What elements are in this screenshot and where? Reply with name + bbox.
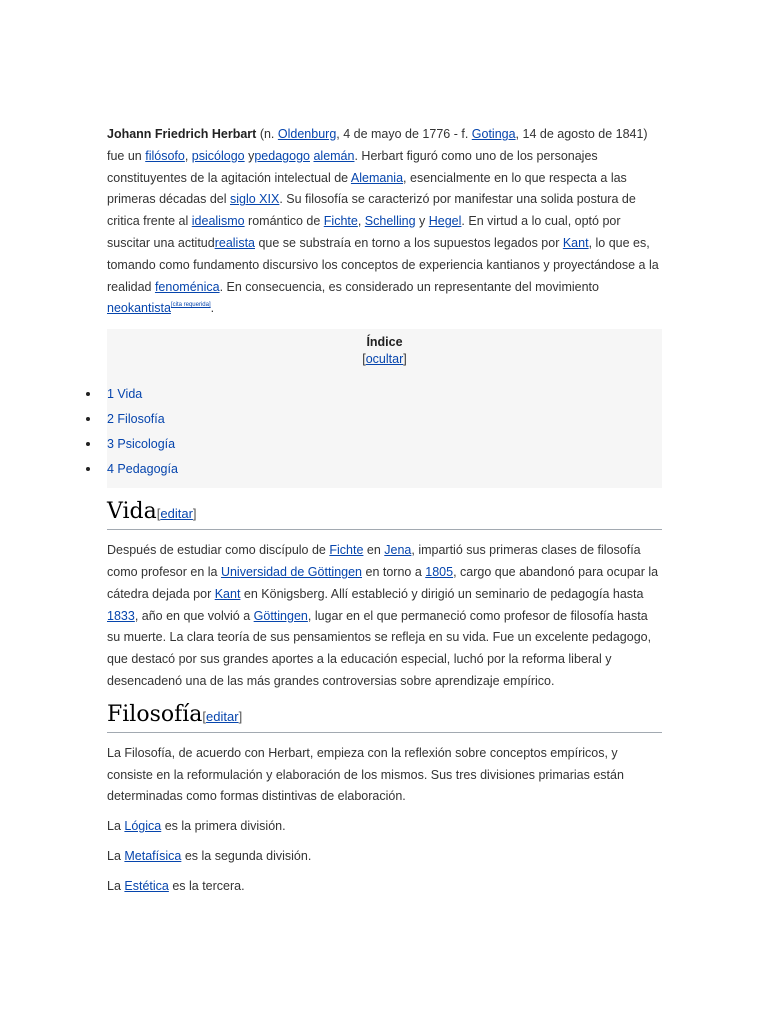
edit-link-filosofia[interactable]: editar xyxy=(206,708,239,724)
link-realista[interactable]: realista xyxy=(214,235,255,250)
logica-line: La Lógica es la primera división. xyxy=(107,819,286,834)
toc-item xyxy=(107,436,662,461)
link-siglo-xix[interactable]: siglo XIX xyxy=(229,192,280,207)
link-psicologo[interactable]: psicólogo xyxy=(191,148,245,163)
bullet-icon xyxy=(86,392,90,396)
link-logica[interactable]: Lógica xyxy=(124,819,162,834)
edit-link-vida[interactable]: editar xyxy=(160,506,193,522)
toc-toggle: [ocultar] xyxy=(362,352,407,367)
link-schelling[interactable]: Schelling xyxy=(364,214,416,229)
link-fichte-vida[interactable]: Fichte xyxy=(329,543,364,558)
link-kant-vida[interactable]: Kant xyxy=(214,586,241,601)
link-pedagogo[interactable]: pedagogo xyxy=(254,148,310,163)
toc-link-psicologia[interactable]: 3 Psicología xyxy=(107,437,176,452)
bullet-icon xyxy=(86,417,90,421)
toc-list xyxy=(107,371,662,488)
estetica-line: La Estética es la tercera. xyxy=(107,878,245,893)
toc-hide-link[interactable]: ocultar xyxy=(365,352,404,367)
toc-link-vida[interactable]: 1 Vida xyxy=(107,387,143,402)
link-universidad-gottingen[interactable]: Universidad de Göttingen xyxy=(220,564,363,579)
table-of-contents xyxy=(107,329,662,488)
link-metafisica[interactable]: Metafísica xyxy=(124,848,182,863)
toc-item xyxy=(107,461,662,486)
intro-paragraph: Johann Friedrich Herbart (n. Oldenburg, 4 de mayo de 1776 - f. Gotinga, 14 de agosto de 1841) fue un filósofo, psicólogo ypedagogo alemán. Herbart figuró como uno de los personajes constituyentes de la agitación intelectual de Alemania, esencialmente en lo que respecta a las primeras décadas del siglo XIX. Su filosofía se caracterizó por manifestar una solida postura de critica frente al idealismo romántico de Fichte, Schelling y Hegel. En virtud a lo cual, optó por suscitar una actitudrealista que se substraía en torno a los supuestos legados por Kant, lo que es, tomando como fundamento discursivo los conceptos de experiencia kantianos y proyectándose a la realidad fenoménica. En consecuencia, es considerado un representante del movimiento neokantista[cita requerida]. xyxy=(107,127,659,316)
toc-item xyxy=(107,411,662,436)
article-content xyxy=(107,124,662,898)
link-fichte[interactable]: Fichte xyxy=(323,214,358,229)
vida-paragraph: Después de estudiar como discípulo de Fichte en Jena, impartió sus primeras clases de filosofía como profesor en la Universidad de Göttingen en torno a 1805, cargo que abandonó para ocupar la cátedra dejada por Kant en Königsberg. Allí estableció y dirigió un seminario de pedagogía hasta 1833, año en que volvió a Göttingen, lugar en el que permaneció como profesor de filosofía hasta su muerte. La clara teoría de sus pensamientos se refleja en su vida. Fue un excelente pedagogo, que destacó por sus grandes aportes a la educación especial, luchó por la reforma liberal y desencadenó una de las más grandes controversias sobre aprendizaje empírico. xyxy=(107,543,659,688)
toc-header xyxy=(107,329,662,371)
section-heading-vida: Vida[editar] xyxy=(107,498,662,530)
link-fenomenica[interactable]: fenoménica xyxy=(154,279,220,294)
edit-section: [editar] xyxy=(202,708,243,724)
toc-item xyxy=(107,386,662,411)
bullet-icon xyxy=(86,467,90,471)
link-neokantista[interactable]: neokantista xyxy=(107,301,171,316)
subject-name: Johann Friedrich Herbart xyxy=(107,127,257,141)
link-hegel[interactable]: Hegel xyxy=(428,214,462,229)
section-vida xyxy=(107,540,662,693)
link-gottingen[interactable]: Göttingen xyxy=(253,608,308,623)
section-filosofia xyxy=(107,743,662,898)
link-jena[interactable]: Jena xyxy=(384,543,412,558)
link-oldenburg[interactable]: Oldenburg xyxy=(277,127,337,141)
link-gotinga[interactable]: Gotinga xyxy=(471,127,516,141)
section-heading-filosofia: Filosofía[editar] xyxy=(107,701,662,733)
edit-section: [editar] xyxy=(156,506,197,522)
link-1833[interactable]: 1833 xyxy=(107,608,135,623)
toc-title: Índice xyxy=(366,335,403,350)
link-1805[interactable]: 1805 xyxy=(425,564,454,579)
link-kant[interactable]: Kant xyxy=(562,235,589,250)
link-alemania[interactable]: Alemania xyxy=(350,170,404,185)
toc-link-pedagogia[interactable]: 4 Pedagogía xyxy=(107,462,178,477)
metafisica-line: La Metafísica es la segunda división. xyxy=(107,848,312,863)
citation-needed-link[interactable]: [cita requerida] xyxy=(170,302,211,309)
link-filosofo[interactable]: filósofo xyxy=(145,148,185,163)
toc-link-filosofia[interactable]: 2 Filosofía xyxy=(107,412,165,427)
link-idealismo[interactable]: idealismo xyxy=(191,214,245,229)
filosofia-paragraph: La Filosofía, de acuerdo con Herbart, empieza con la reflexión sobre conceptos empíricos, y consiste en la reformulación y elaboración de los mismos. Sus tres divisiones primarias están determinadas como formas distintivas de elaboración. xyxy=(107,745,624,804)
link-estetica[interactable]: Estética xyxy=(124,878,169,893)
link-aleman[interactable]: alemán xyxy=(313,148,355,163)
bullet-icon xyxy=(86,442,90,446)
